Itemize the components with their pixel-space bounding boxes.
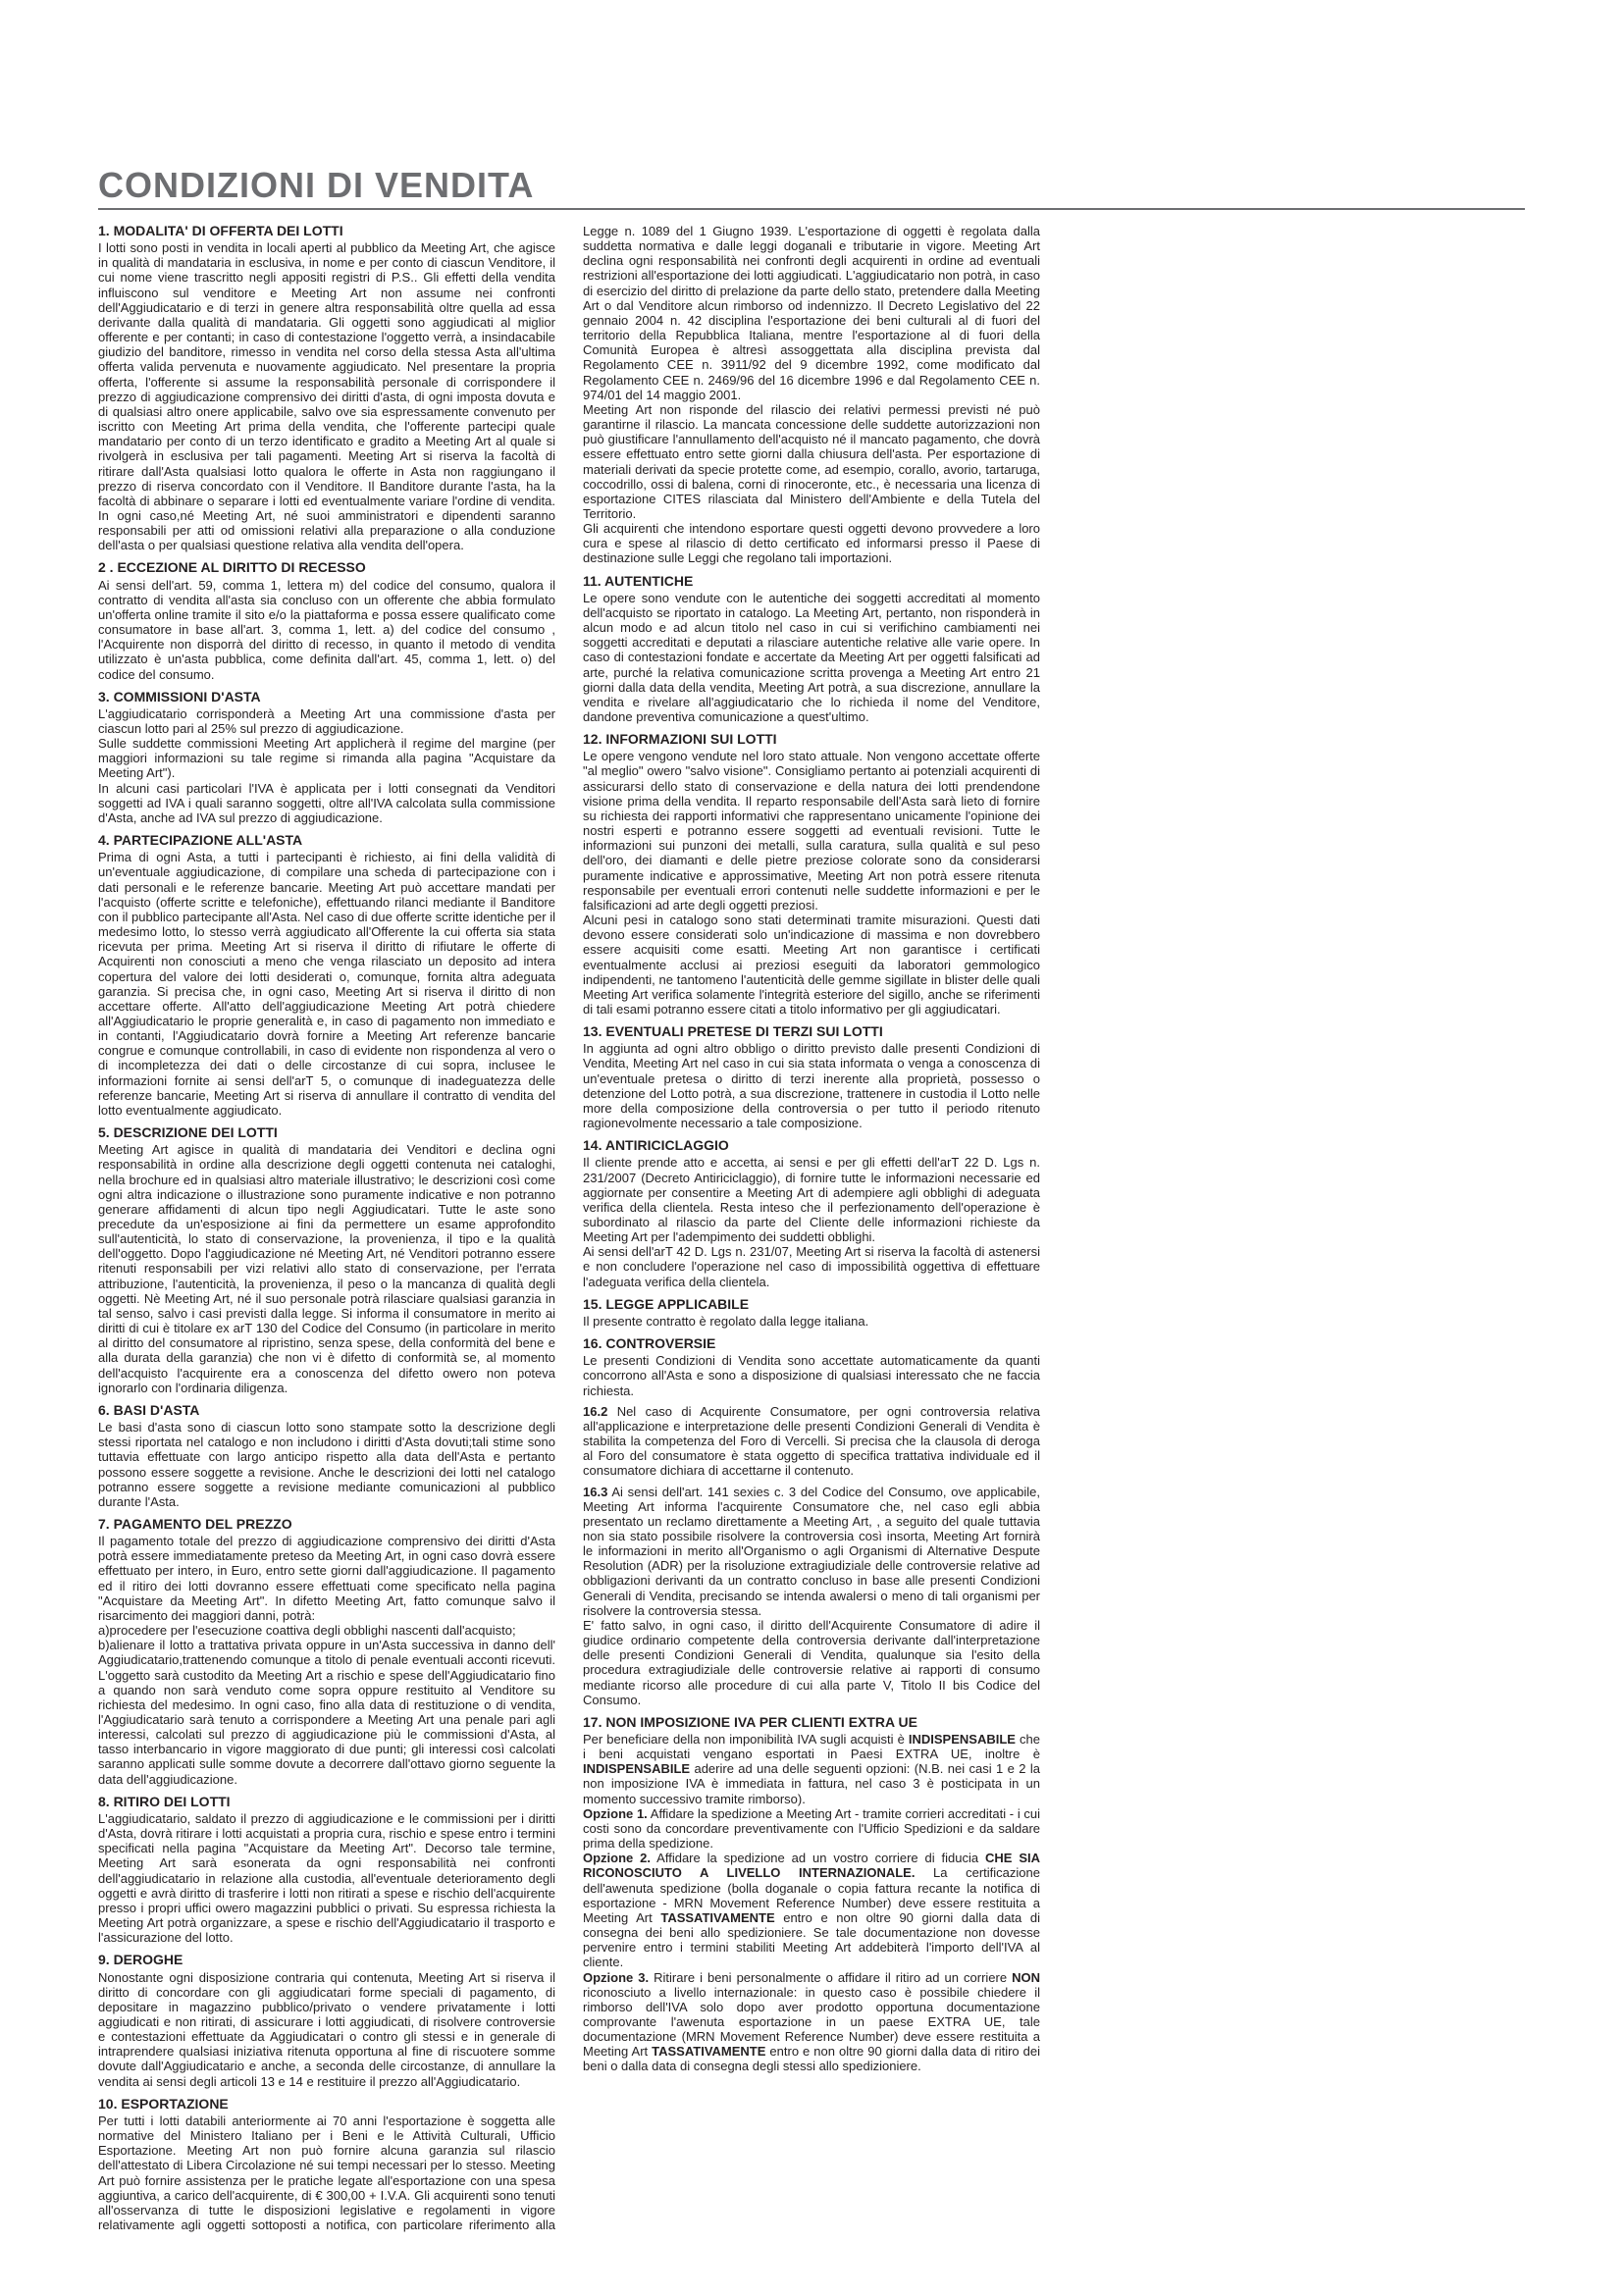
option-1-label: Opzione 1. [583, 1805, 648, 1821]
conditions-columns [98, 224, 1525, 2245]
option-2-text: Affidare la spedizione ad un vostro corriere di fiducia [651, 1851, 985, 1866]
section-16-3-label: 16.3 [583, 1484, 608, 1499]
option-3-text: Ritirare i beni personalmente o affidare il ritiro ad un corriere [649, 1969, 1013, 1985]
section-paragraph: Meeting Art non risponde del rilascio dei relativi permessi previsti né può garantirne il rilascio. La mancata concessione delle suddette autorizzazioni non può giustificare l'annullamento dell'acquisto né il mancato pagamento, che dovrà essere effettuato entro sette giorni dalla chiusura dell'asta. Per esportazione di materiali derivati da specie protette come, ad esempio, corallo, avorio, tartaruga, coccodrillo, ossi di balena, corni di rinoceronte, etc., è necessaria una licenza di esportazione CITES rilasciata dal Ministero dell'Ambiente e della Tutela del Territorio. [583, 401, 1040, 521]
section-title: 16. CONTROVERSIE [583, 1335, 716, 1352]
option-2-text2: La certificazione dell'awenuta spedizione (bolla doganale o copia fattura recante la notifica di esportazione - MRN Movement Reference Number) deve essere restituita a Meeting Art [583, 1865, 1040, 1925]
section-title: 9. DEROGHE [98, 1952, 183, 1968]
section-title: 5. DESCRIZIONE DEI LOTTI [98, 1124, 278, 1141]
option-3-text3: entro e non oltre 90 giorni dalla data di ritiro dei beni o dalla data di consegna degli stessi allo spedizioniere. [583, 2044, 1040, 2074]
option-2-label: Opzione 2. [583, 1851, 651, 1866]
section-title: 3. COMMISSIONI D'ASTA [98, 688, 261, 704]
option-3-text2: riconosciuto a livello internazionale: in questo caso è possibile chiedere il rimborso dell'IVA solo dopo aver prodotto opportuna documentazione comprovante l'awenuta esportazione in un paese EXTRA UE, tale documentazione (MRN Movement Reference Number) deve essere restituita a Meeting Art [583, 1984, 1040, 2060]
section-paragraph: Le presenti Condizioni di Vendita sono accettate automaticamente da quanti concorrono all'Asta e sono a disposizione di qualsiasi interessato che ne faccia richiesta. [583, 1353, 1040, 1398]
section-17-intro [583, 1732, 1040, 1806]
section-16-3 [583, 1485, 1040, 1618]
section-paragraph: Ai sensi dell'arT 42 D. Lgs n. 231/07, Meeting Art si riserva la facoltà di astenersi e non concludere l'operazione nel caso di impossibilità oggettiva di effettuare l'adeguata verifica della clientela. [583, 1244, 1040, 1289]
section-title: 11. AUTENTICHE [583, 572, 694, 589]
section-paragraph: Il cliente prende atto e accetta, ai sensi e per gli effetti dell'arT 22 D. Lgs n. 231/2007 (Decreto Antiriciclaggio), di fornire tutte le informazioni necessarie ed aggiornate per consentire a Meeting Art di adempiere agli obblighi di adeguata verifica della clientela. Resta inteso che il perfezionamento dell'operazione è subordinato al rilascio da parte del Cliente delle informazioni richieste da Meeting Art per l'adempimento dei suddetti obblighi. [583, 1155, 1040, 1245]
section-title: 2 . ECCEZIONE AL DIRITTO DI RECESSO [98, 559, 366, 576]
section-paragraph: Le opere vengono vendute nel loro stato attuale. Non vengono accettate offerte "al meglio" owero "salvo visione". Consigliamo pertanto ai potenziali acquirenti di assicurarsi dello stato di conservazione e della natura dei lotti prendendone visione prima della vendita. Il reparto responsabile dell'Asta sarà lieto di fornire su richiesta dei rapporti informativi che rappresentano unicamente l'opinione dei nostri esperti e potranno essere soggetti ad eventuali revisioni. Tutte le informazioni sui punzoni dei metalli, sulla caratura, sulla qualità e sul peso dell'oro, dei diamanti e delle pietre preziose colorate sono da considerarsi puramente indicative e approssimative, Meeting Art non potrà essere ritenuta responsabile per eventuali errori contenuti nelle suddette informazioni e per le falsificazioni ad arte degli oggetti preziosi. [583, 749, 1040, 913]
section-title: 13. EVENTUALI PRETESE DI TERZI SUI LOTTI [583, 1023, 883, 1040]
section-paragraph: Le basi d'asta sono di ciascun lotto sono stampate sotto la descrizione degli stessi riportata nel catalogo e non includono i diritti d'Asta dovuti;tali stime sono tuttavia effettuate con largo anticipo rispetto alla data dell'Asta e pertanto possono essere soggette a revisione. Anche le descrizioni dei lotti nel catalogo potranno essere soggette a revisione mediante comunicazioni al pubblico durante l'Asta. [98, 1420, 555, 1509]
section-17-title: 17. NON IMPOSIZIONE IVA PER CLIENTI EXTRA UE [583, 1713, 917, 1730]
option-2-bold: CHE SIA RICONOSCIUTO A LIVELLO INTERNAZIONALE. [583, 1851, 1040, 1881]
option-2-text3: entro e non oltre 90 giorni dalla data di consegna dei beni allo spedizioniere. Se tale documentazione non dovesse pervenire entro i termini stabiliti Meeting Art addebiterà l'importo dell'IVA al cliente. [583, 1909, 1040, 1970]
s17-p1b: INDISPENSABILE [908, 1732, 1016, 1747]
section-paragraph: Il presente contratto è regolato dalla legge italiana. [583, 1313, 869, 1329]
section-title: 4. PARTECIPAZIONE ALL'ASTA [98, 832, 303, 849]
section-16-2 [583, 1404, 1040, 1479]
section-paragraph: Il pagamento totale del prezzo di aggiudicazione comprensivo dei diritti d'Asta potrà essere immediatamente preteso da Meeting Art, in ogni caso dovrà essere effettuato per intero, in Euro, entro sette giorni dall'aggiudicazione. Il pagamento ed il ritiro dei lotti dovranno essere effettuati come specificato nella pagina "Acquistare da Meeting Art". In difetto Meeting Art, fatto comunque salvo il risarcimento dei maggiori danni, potrà: [98, 1534, 555, 1623]
section-title: 1. MODALITA' DI OFFERTA DEI LOTTI [98, 223, 343, 238]
section-paragraph: Per tutti i lotti databili anteriormente ai 70 anni l'esportazione è soggetta alle normative del Ministero Italiano per i Beni e le Attività Culturali, Ufficio Esportazione. Meeting Art non può fornire alcuna garanzia sul rilascio dell'attestato di Libera Circolazione né sui tempi necessari per lo stesso. Meeting Art può fornire assistenza per le pratiche legate all'esportazione con una spesa aggiuntiva, a carico dell'acquirente, di € 300,00 + I.V.A. Gli acquirenti sono tenuti all'osservanza di tutte le disposizioni legislative e regolamenti in vigore relativamente agli oggetti sottoposti a notifica, con particolare riferimento alla Legge n. 1089 del 1 Giugno 1939. L'esportazione di oggetti è regolata dalla suddetta normativa e dalle leggi doganali e tributarie in vigore. Meeting Art declina ogni responsabilità nei confronti degli acquirenti in ordine ad eventuali restrizioni all'esportazione dei lotti aggiudicati. L'aggiudicatario non potrà, in caso di esercizio del diritto di prelazione da parte dello stato, pretendere dalla Meeting Art o dal Venditore alcun rimborso od indennizzo. Il Decreto Legislativo del 22 gennaio 2004 n. 42 disciplina l'esportazione dei beni culturali al di fuori del territorio della Repubblica Italiana, mentre l'esportazione al di fuori della Comunità Europea è altresì assoggettata alla disciplina prevista dal Regolamento CEE n. 3911/92 del 9 dicembre 1992, come modificato dal Regolamento CEE n. 2469/96 del 16 dicembre 1996 e dal Regolamento CEE n. 974/01 del 14 maggio 2001. [98, 224, 1040, 2232]
section-paragraph: Meeting Art agisce in qualità di mandataria dei Venditori e declina ogni responsabilità in ordine alla descrizione degli oggetti contenuta nei cataloghi, nella brochure ed in qualsiasi altro materiale illustrativo; le descrizioni così come ogni altra indicazione o illustrazione sono puramente indicative e non potranno generare affidamenti di alcun tipo negli Aggiudicatari. Tutte le aste sono precedute da un'esposizione ai fini da permettere un esame approfondito sull'autenticità, lo stato di conservazione, la provenienza, il tipo e la qualità dell'oggetto. Dopo l'aggiudicazione né Meeting Art, né Venditori potranno essere ritenuti responsabili per vizi relativi allo stato di conservazione, per l'errata attribuzione, l'autenticità, la provenienza, il peso o la mancanza di qualità degli oggetti. Nè Meeting Art, né il suo personale potrà rilasciare qualsiasi garanzia in tal senso, salvo i casi previsti dalla legge. Si informa il consumatore in merito ai diritti di cui è titolare ex arT 130 del Codice del Consumo (in particolare in merito al diritto del consumatore al ripristino, senza spese, della conformità del bene e alla durata della garanzia) che non vi è difetto di conformità se, al momento dell'acquisto l'acquirente era a conoscenza del difetto owero non poteva ignorarlo con l'ordinaria diligenza. [98, 1142, 555, 1395]
section-16-2-label: 16.2 [583, 1403, 608, 1419]
section-title: 15. LEGGE APPLICABILE [583, 1295, 750, 1312]
title-rule [98, 208, 1525, 210]
s17-p1c: che i beni acquistati vengano esportati in Paesi EXTRA UE, inoltre è [583, 1732, 1040, 1762]
option-2-bold2: TASSATIVAMENTE [660, 1909, 775, 1925]
section-paragraph: Gli acquirenti che intendono esportare questi oggetti devono provvedere a loro cura e spese al rilascio di detto certificato ed informarsi presso il Paese di destinazione sulle Leggi che regolano tali importazioni. [583, 521, 1040, 566]
s17-p1d: INDISPENSABILE [583, 1761, 691, 1777]
section-paragraph: b)alienare il lotto a trattativa privata oppure in un'Asta successiva in danno dell' Aggiudicatario,trattenendo comunque a titolo di penale eventuali acconti ricevuti. L'oggetto sarà custodito da Meeting Art a rischio e spese dell'Aggiudicatario fino a quando non sarà venduto come sopra oppure restituito al Venditore su richiesta del medesimo. In ogni caso, fino alla data di restituzione o di vendita, l'Aggiudicatario sarà tenuto a corrispondere a Meeting Art una penale pari agli interessi, calcolati sul prezzo di aggiudicazione più le commissioni d'Asta, al tasso interbancario in vigore maggiorato di due punti; gli interessi così calcolati saranno applicati sulle somme dovute a decorrere dall'ottavo giorno seguente la data dell'aggiudicazione. [98, 1638, 555, 1787]
section-paragraph: In alcuni casi particolari l'IVA è applicata per i lotti consegnati da Venditori soggetti ad IVA i quali saranno soggetti, oltre all'IVA calcolata sulla commissione d'Asta, anche ad IVA sul prezzo di aggiudicazione. [98, 780, 555, 825]
section-paragraph: Nonostante ogni disposizione contraria qui contenuta, Meeting Art si riserva il diritto di concordare con gli aggiudicatari forme speciali di pagamento, di depositare in magazzino pubblico/privato o vendere privatamente i lotti aggiudicati e non ritirati, di assicurare i lotti aggiudicati, di risolvere controversie e contestazioni effettuate da Aggiudicatari o contro gli stessi e in generale di intraprendere qualsiasi iniziativa ritenuta opportuna al fine di riscuotere somme dovute dall'Aggiudicatario e anche, a seconda delle circostanze, di annullare la vendita ai sensi degli articoli 13 e 14 e restituire il prezzo all'Aggiudicatario. [98, 1969, 555, 2089]
section-paragraph: L'aggiudicatario, saldato il prezzo di aggiudicazione e le commissioni per i diritti d'Asta, dovrà ritirare i lotti acquistati a propria cura, rischio e spese entro i termini specificati nella pagina "Acquistare da Meeting Art". Decorso tale termine, Meeting Art sarà esonerata da ogni responsabilità nei confronti dell'aggiudicatario in relazione alla custodia, all'eventuale deterioramento degli oggetti e avrà diritto di trasferire i lotti non ritirati a spese e rischio dell'acquirente presso i propri uffici owero magazzini pubblici o privati. Su espressa richiesta la Meeting Art potrà organizzare, a spese e rischio dell'Aggiudicatario il trasporto e l'assicurazione del lotto. [98, 1810, 555, 1946]
section-paragraph: a)procedere per l'esecuzione coattiva degli obblighi nascenti dall'acquisto; [98, 1623, 516, 1639]
page-title: CONDIZIONI DI VENDITA [98, 165, 535, 205]
section-title: 14. ANTIRICICLAGGIO [583, 1137, 729, 1154]
option-2 [583, 1851, 1040, 1969]
s17-p1a: Per beneficiare della non imponibilità IVA sugli acquisti è [583, 1732, 909, 1747]
section-title: 7. PAGAMENTO DEL PREZZO [98, 1515, 292, 1532]
section-title: 8. RITIRO DEI LOTTI [98, 1793, 231, 1809]
option-3-bold: NON [1012, 1969, 1040, 1985]
section-title: 12. INFORMAZIONI SUI LOTTI [583, 731, 777, 748]
option-1 [583, 1806, 1040, 1851]
section-paragraph: Sulle suddette commissioni Meeting Art applicherà il regime del margine (per maggiori informazioni su tale regime si rimanda alla pagina "Acquistare da Meeting Art"). [98, 736, 555, 781]
section-paragraph: L'aggiudicatario corrisponderà a Meeting Art una commissione d'asta per ciascun lotto pari al 25% sul prezzo di aggiudicazione. [98, 705, 555, 736]
option-3-label: Opzione 3. [583, 1969, 650, 1985]
section-paragraph: Alcuni pesi in catalogo sono stati determinati tramite misurazioni. Questi dati devono essere considerati solo un'indicazione di massima e non dovrebbero essere acquisiti come esatti. Meeting Art non garantisce i certificati eventualmente acclusi ai preziosi eseguiti da laboratori gemmologico indipendenti, ne tantomeno l'autenticità delle gemme sigillate in blister delle quali Meeting Art verifica solamente l'integrità esteriore del sigillo, anche se riferimenti di tali esami potranno essere citati a titolo informativo per gli aggiudicatari. [583, 913, 1040, 1017]
section-paragraph: I lotti sono posti in vendita in locali aperti al pubblico da Meeting Art, che agisce in qualità di mandataria in esclusiva, in nome e per conto di ciascun Venditore, il cui nome viene trascritto negli appositi registri di P.S.. Gli effetti della vendita influiscono sul venditore e Meeting Art non assume nei confronti dell'Aggiudicatario e di terzi in genere altra responsabilità oltre quella ad essa derivante dalla qualità di mandataria. Gli oggetti sono aggiudicati al miglior offerente e per contanti; in caso di contestazione l'oggetto verrà, a insindacabile giudizio del banditore, rimesso in vendita nel corso della stessa Asta all'ultima offerta valida pervenuta e nuovamente aggiudicato. Nel presentare la propria offerta, l'offerente si assume la responsabilità personale di corrispondere il prezzo di aggiudicazione comprensivo dei diritti d'asta, di ogni imposta dovuta e di qualsiasi altro onere applicabile, salvo ove sia espressamente convenuto per iscritto con Meeting Art prima della vendita, che l'offerente partecipi quale mandatario per conto di un terzo identificato e gradito a Meeting Art al quale si rivolgerà in esclusiva per tali pagamenti. Meeting Art si riserva la facoltà di ritirare dall'Asta qualsiasi lotto qualora le offerte in Asta non raggiungano il prezzo di riserva concordato con il Venditore. Il Banditore durante l'asta, ha la facoltà di abbinare o separare i lotti ed eventualmente variare l'ordine di vendita. In ogni caso,né Meeting Art, né suoi amministratori e dipendenti saranno responsabili per atti od omissioni relativi alla preparazione o alla conduzione dell'asta o per qualsiasi questione relativa alla vendita dell'opera. [98, 240, 555, 553]
section-paragraph: Le opere sono vendute con le autentiche dei soggetti accreditati al momento dell'acquisto se riportato in catalogo. La Meeting Art, pertanto, non risponderà in alcun modo e ad alcun titolo nel caso in cui si verifichino cambiamenti nei soggetti accreditati e deputati a rilasciare autentiche relative alle varie opere. In caso di contestazioni fondate e accertate da Meeting Art per oggetti falsificati ad arte, purché la relativa comunicazione scritta provenga a Meeting Art entro 21 giorni dalla data della vendita, Meeting Art potrà, a sua discrezione, annullare la vendita e rivelare all'aggiudicatario che lo richieda il nome del Venditore, dandone preventiva comunicazione a quest'ultimo. [583, 590, 1040, 724]
section-16-3-text: Ai sensi dell'art. 141 sexies c. 3 del Codice del Consumo, ove applicabile, Meeting Art informa l'acquirente Consumatore che, nel caso egli abbia presentato un reclamo direttamente a Meeting Art, , a seguito del quale tuttavia non sia stato possibile risolvere la controversia così insorta, Meeting Art fornirà le informazioni in merito all'Organismo o agli Organismi di Alternative Despute Resolution (ADR) per la risoluzione extragiudiziale delle controversie relative ad obbligazioni derivanti da un contratto concluso in base alle presenti Condizioni Generali di Vendita, precisando se intenda awalersi o meno di tali organismi per risolvere la controversia stessa. [583, 1484, 1040, 1618]
section-title: 10. ESPORTAZIONE [98, 2095, 229, 2112]
section-16-3-text2: E' fatto salvo, in ogni caso, il diritto dell'Acquirente Consumatore di adire il giudice ordinario competente della controversia derivante dall'interpretazione delle presenti Condizioni Generali di Vendita, qualunque sia l'esito della procedura extragiudiziale delle controversie relative ai rapporti di consumo mediante ricorso alle procedure di cui alla parte V, Titolo II bis Codice del Consumo. [583, 1617, 1040, 1707]
option-1-text: Affidare la spedizione a Meeting Art - tramite corrieri accreditati - i cui costi sono da concordare preventivamente con l'Ufficio Spedizioni e da saldare prima della spedizione. [583, 1805, 1041, 1852]
section-paragraph: Ai sensi dell'art. 59, comma 1, lettera m) del codice del consumo, qualora il contratto di vendita all'asta sia concluso con un offerente che abbia formulato un'offerta online tramite il sito e/o la piattaforma e possa essere qualificato come consumatore in base all'art. 3, comma 1, lett. a) del codice del consumo , l'Acquirente non disporrà del diritto di recesso, in quanto il metodo di vendita utilizzato è un'asta pubblica, come definita dall'art. 45, comma 1, lett. o) del codice del consumo. [98, 577, 555, 682]
section-paragraph: In aggiunta ad ogni altro obbligo o diritto previsto dalle presenti Condizioni di Vendita, Meeting Art nel caso in cui sia stata informata o venga a conoscenza di un'eventuale pretesa o diritto di terzi inerente alla proprietà, possesso o detenzione del Lotto potrà, a sua discrezione, trattenere in custodia il Lotto nelle more della composizione della controversia o per tutto il periodo ritenuto ragionevolmente necessario a tale composizione. [583, 1041, 1040, 1131]
section-16-2-text: Nel caso di Acquirente Consumatore, per ogni controversia relativa all'applicazione e interpretazione delle presenti Condizioni Generali di Vendita è stabilita la competenza del Foro di Vercelli. Si precisa che la clausola di deroga al Foro del consumatore è stata oggetto di specifica trattativa individuale ed il consumatore dichiara di accettarne il contenuto. [583, 1403, 1040, 1479]
section-paragraph: Prima di ogni Asta, a tutti i partecipanti è richiesto, ai fini della validità di un'eventuale aggiudicazione, di compilare una scheda di partecipazione con i dati personali e le referenze bancarie. Meeting Art può accettare mandati per l'acquisto (offerte scritte e telefoniche), effettuando rilanci mediante il Banditore con il pubblico partecipante all'Asta. Nel caso di due offerte scritte identiche per il medesimo lotto, lo stesso verrà aggiudicato all'Offerente la cui offerta sia stata ricevuta per prima. Meeting Art si riserva il diritto di rifiutare le offerte di Acquirenti non conosciuti a meno che venga rilasciato un deposito ad intera copertura del valore dei lotti desiderati o, comunque, fornita altra adeguata garanzia. Si precisa che, in ogni caso, Meeting Art si riserva il diritto di non accettare offerte. All'atto dell'aggiudicazione Meeting Art potrà chiedere all'Aggiudicatario le proprie generalità e, in caso di pagamento non immediato e in contanti, l'Aggiudicatario dovrà fornire a Meeting Art referenze bancarie congrue e comunque controllabili, in caso di evidente non rispondenza al vero o di incompletezza dei dati o delle circostanze di cui sopra, inclusee le informazioni fornite ai sensi dell'arT 5, o comunque di inadeguatezza delle referenze bancarie, Meeting Art si riserva di annullare il contratto di vendita del lotto eventualmente aggiudicato. [98, 850, 555, 1118]
option-3-bold2: TASSATIVAMENTE [652, 2044, 766, 2060]
s17-p1e: aderire ad una delle seguenti opzioni: (N.B. nei casi 1 e 2 la non imposizione IVA è immediata in fattura, nel caso 3 è posticipata in un momento successivo tramite rimborso). [583, 1761, 1040, 1806]
option-3 [583, 1970, 1040, 2074]
section-title: 6. BASI D'ASTA [98, 1401, 200, 1418]
